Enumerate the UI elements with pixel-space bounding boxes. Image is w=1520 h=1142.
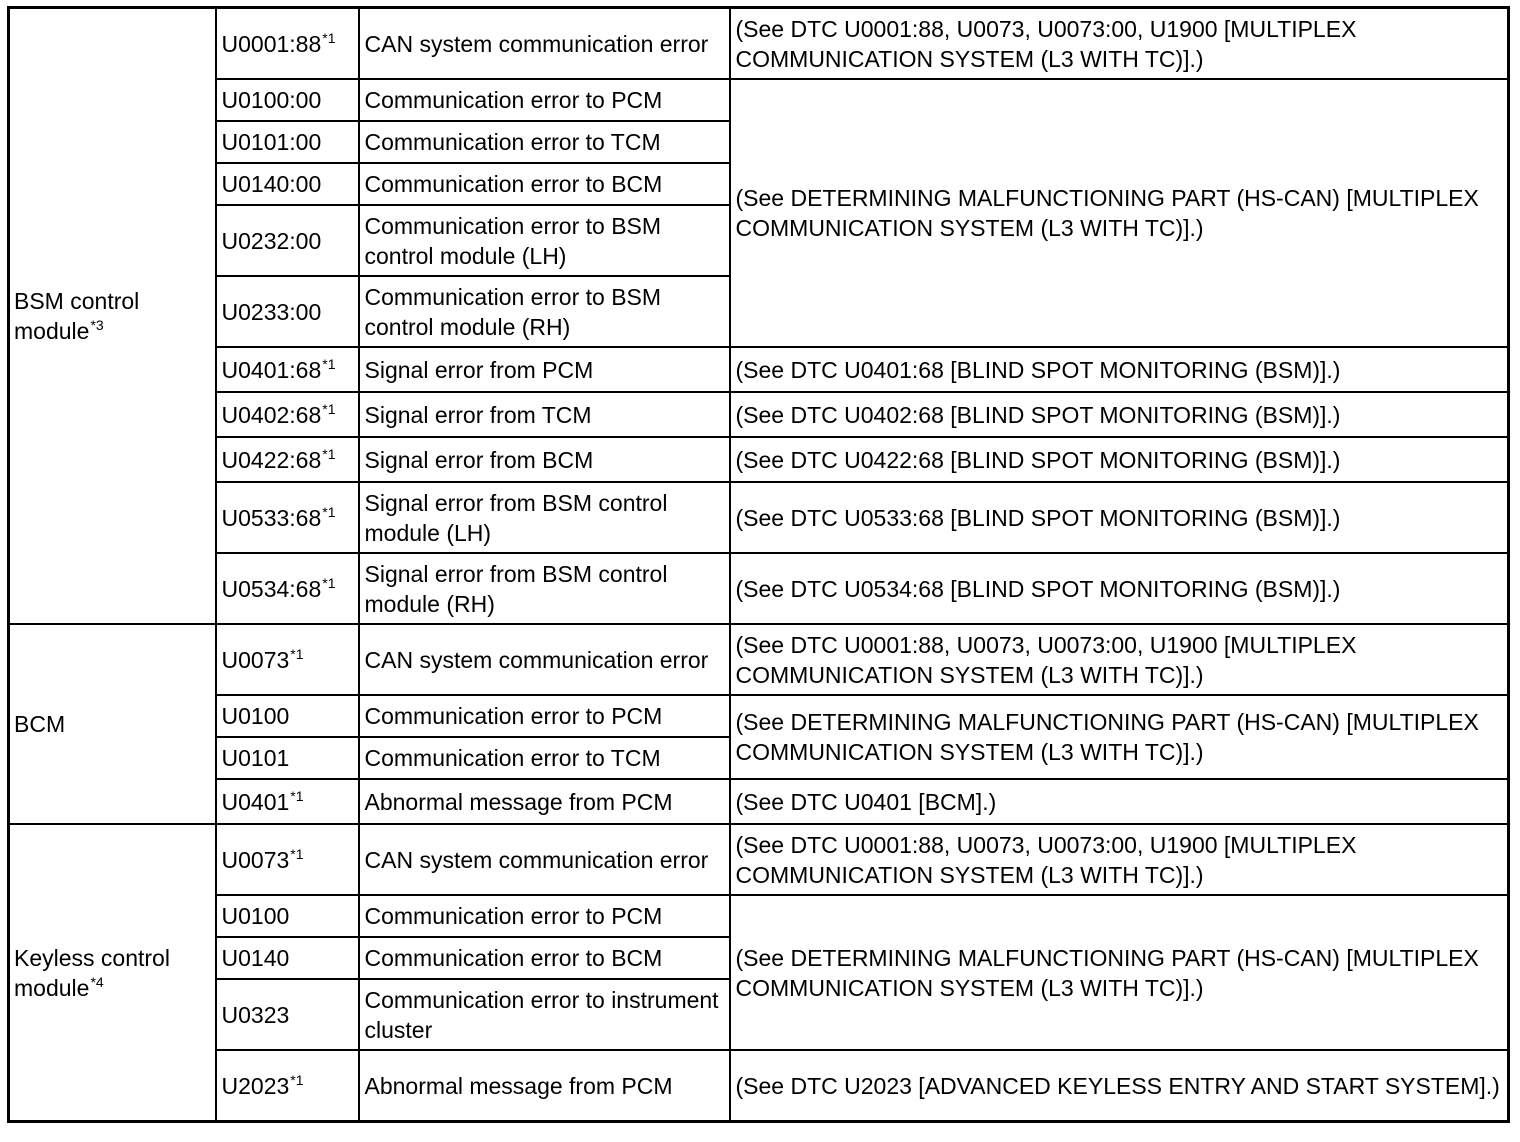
dtc-note: *1 bbox=[290, 787, 304, 804]
dtc-code-cell bbox=[216, 553, 359, 624]
dtc-note: *1 bbox=[290, 645, 304, 662]
dtc-code-cell bbox=[216, 392, 359, 437]
dtc-code-cell bbox=[216, 695, 359, 737]
dtc-code-cell bbox=[216, 482, 359, 553]
description-cell: Communication error to PCM bbox=[359, 695, 730, 737]
dtc-code: U0100 bbox=[221, 703, 290, 729]
description-cell: Signal error from BSM control module (RH) bbox=[359, 553, 730, 624]
dtc-code: U2023 bbox=[221, 1072, 290, 1099]
dtc-code-cell bbox=[216, 347, 359, 392]
dtc-code-cell bbox=[216, 937, 359, 979]
dtc-code-cell bbox=[216, 737, 359, 779]
dtc-code: U0100 bbox=[221, 903, 290, 929]
reference-cell: (See DTC U0401 [BCM].) bbox=[730, 779, 1509, 824]
description-cell: Communication error to BCM bbox=[359, 937, 730, 979]
dtc-code-cell bbox=[216, 824, 359, 895]
description-cell: CAN system communication error bbox=[359, 8, 730, 80]
dtc-code: U0534:68 bbox=[221, 575, 322, 602]
module-note: *3 bbox=[90, 317, 104, 333]
description-cell: Communication error to BSM control module (RH) bbox=[359, 276, 730, 347]
dtc-note: *1 bbox=[290, 845, 304, 862]
dtc-code: U0101:00 bbox=[221, 129, 322, 155]
dtc-note: *1 bbox=[322, 574, 336, 591]
table-row bbox=[9, 8, 1509, 80]
dtc-code: U0401:68 bbox=[221, 356, 322, 383]
dtc-code-cell bbox=[216, 205, 359, 276]
description-cell: Signal error from BSM control module (LH) bbox=[359, 482, 730, 553]
dtc-note: *1 bbox=[322, 445, 336, 462]
description-cell: Signal error from BCM bbox=[359, 437, 730, 482]
dtc-note: *1 bbox=[322, 503, 336, 520]
description-cell: Communication error to PCM bbox=[359, 79, 730, 121]
module-note: *4 bbox=[90, 973, 104, 990]
table-row bbox=[9, 824, 1509, 895]
dtc-code: U0233:00 bbox=[221, 298, 322, 325]
description-cell: Signal error from TCM bbox=[359, 392, 730, 437]
table-row bbox=[9, 624, 1509, 695]
reference-cell: (See DETERMINING MALFUNCTIONING PART (HS-CAN) [MULTIPLEX COMMUNICATION SYSTEM (L3 WITH TC)].) bbox=[730, 695, 1509, 779]
table-row bbox=[9, 779, 1509, 824]
dtc-note: *1 bbox=[322, 400, 336, 417]
reference-cell: (See DTC U0401:68 [BLIND SPOT MONITORING (BSM)].) bbox=[730, 347, 1509, 392]
table-row bbox=[9, 347, 1509, 392]
module-name: Keyless control module bbox=[14, 944, 170, 1001]
module-cell bbox=[9, 8, 216, 625]
dtc-code: U0140 bbox=[221, 945, 290, 971]
description-cell: CAN system communication error bbox=[359, 824, 730, 895]
description-cell: Signal error from PCM bbox=[359, 347, 730, 392]
reference-cell: (See DETERMINING MALFUNCTIONING PART (HS-CAN) [MULTIPLEX COMMUNICATION SYSTEM (L3 WITH TC)].) bbox=[730, 895, 1509, 1050]
module-name: BCM bbox=[14, 711, 66, 737]
reference-cell: (See DTC U0422:68 [BLIND SPOT MONITORING (BSM)].) bbox=[730, 437, 1509, 482]
dtc-code-cell bbox=[216, 79, 359, 121]
description-cell: Communication error to PCM bbox=[359, 895, 730, 937]
description-cell: Abnormal message from PCM bbox=[359, 779, 730, 824]
table-row bbox=[9, 895, 1509, 937]
description-cell: Communication error to BCM bbox=[359, 163, 730, 205]
dtc-code: U0140:00 bbox=[221, 171, 322, 197]
description-cell: Communication error to TCM bbox=[359, 737, 730, 779]
dtc-code-cell bbox=[216, 624, 359, 695]
reference-cell: (See DTC U0001:88, U0073, U0073:00, U1900 [MULTIPLEX COMMUNICATION SYSTEM (L3 WITH TC)].) bbox=[730, 624, 1509, 695]
reference-cell: (See DTC U2023 [ADVANCED KEYLESS ENTRY AND START SYSTEM].) bbox=[730, 1050, 1509, 1122]
dtc-code: U0533:68 bbox=[221, 504, 322, 531]
table-row bbox=[9, 437, 1509, 482]
dtc-code: U0401 bbox=[221, 788, 290, 815]
module-name: BSM control module bbox=[14, 288, 140, 344]
dtc-note: *1 bbox=[322, 355, 336, 372]
dtc-code-cell bbox=[216, 979, 359, 1050]
dtc-code: U0100:00 bbox=[221, 87, 322, 113]
dtc-code-cell bbox=[216, 8, 359, 80]
description-cell: Communication error to TCM bbox=[359, 121, 730, 163]
description-cell: Communication error to instrument cluster bbox=[359, 979, 730, 1050]
reference-cell: (See DTC U0402:68 [BLIND SPOT MONITORING (BSM)].) bbox=[730, 392, 1509, 437]
dtc-note: *1 bbox=[290, 1071, 304, 1088]
dtc-code-cell bbox=[216, 163, 359, 205]
dtc-code: U0073 bbox=[221, 646, 290, 673]
dtc-code: U0101 bbox=[221, 745, 290, 771]
reference-cell: (See DTC U0534:68 [BLIND SPOT MONITORING (BSM)].) bbox=[730, 553, 1509, 624]
reference-cell: (See DETERMINING MALFUNCTIONING PART (HS-CAN) [MULTIPLEX COMMUNICATION SYSTEM (L3 WITH TC)].) bbox=[730, 79, 1509, 347]
table-row bbox=[9, 392, 1509, 437]
description-cell: Communication error to BSM control module (LH) bbox=[359, 205, 730, 276]
dtc-code: U0323 bbox=[221, 1001, 290, 1028]
dtc-code: U0402:68 bbox=[221, 401, 322, 428]
dtc-code-cell bbox=[216, 895, 359, 937]
table-row bbox=[9, 79, 1509, 121]
dtc-code-cell bbox=[216, 1050, 359, 1122]
dtc-code-cell bbox=[216, 276, 359, 347]
table-row bbox=[9, 695, 1509, 737]
module-cell bbox=[9, 624, 216, 824]
dtc-code: U0422:68 bbox=[221, 446, 322, 473]
dtc-code-cell bbox=[216, 437, 359, 482]
dtc-note: *1 bbox=[322, 29, 336, 46]
reference-cell: (See DTC U0001:88, U0073, U0073:00, U1900 [MULTIPLEX COMMUNICATION SYSTEM (L3 WITH TC)].) bbox=[730, 824, 1509, 895]
description-cell: Abnormal message from PCM bbox=[359, 1050, 730, 1122]
description-cell: CAN system communication error bbox=[359, 624, 730, 695]
dtc-code: U0073 bbox=[221, 846, 290, 873]
dtc-code: U0232:00 bbox=[221, 227, 322, 254]
table-row bbox=[9, 1050, 1509, 1122]
table-row bbox=[9, 553, 1509, 624]
dtc-table bbox=[7, 6, 1510, 1123]
dtc-code: U0001:88 bbox=[221, 30, 322, 57]
dtc-code-cell bbox=[216, 779, 359, 824]
dtc-code-cell bbox=[216, 121, 359, 163]
reference-cell: (See DTC U0533:68 [BLIND SPOT MONITORING (BSM)].) bbox=[730, 482, 1509, 553]
reference-cell: (See DTC U0001:88, U0073, U0073:00, U1900 [MULTIPLEX COMMUNICATION SYSTEM (L3 WITH TC)].) bbox=[730, 8, 1509, 80]
module-cell bbox=[9, 824, 216, 1122]
table-row bbox=[9, 482, 1509, 553]
